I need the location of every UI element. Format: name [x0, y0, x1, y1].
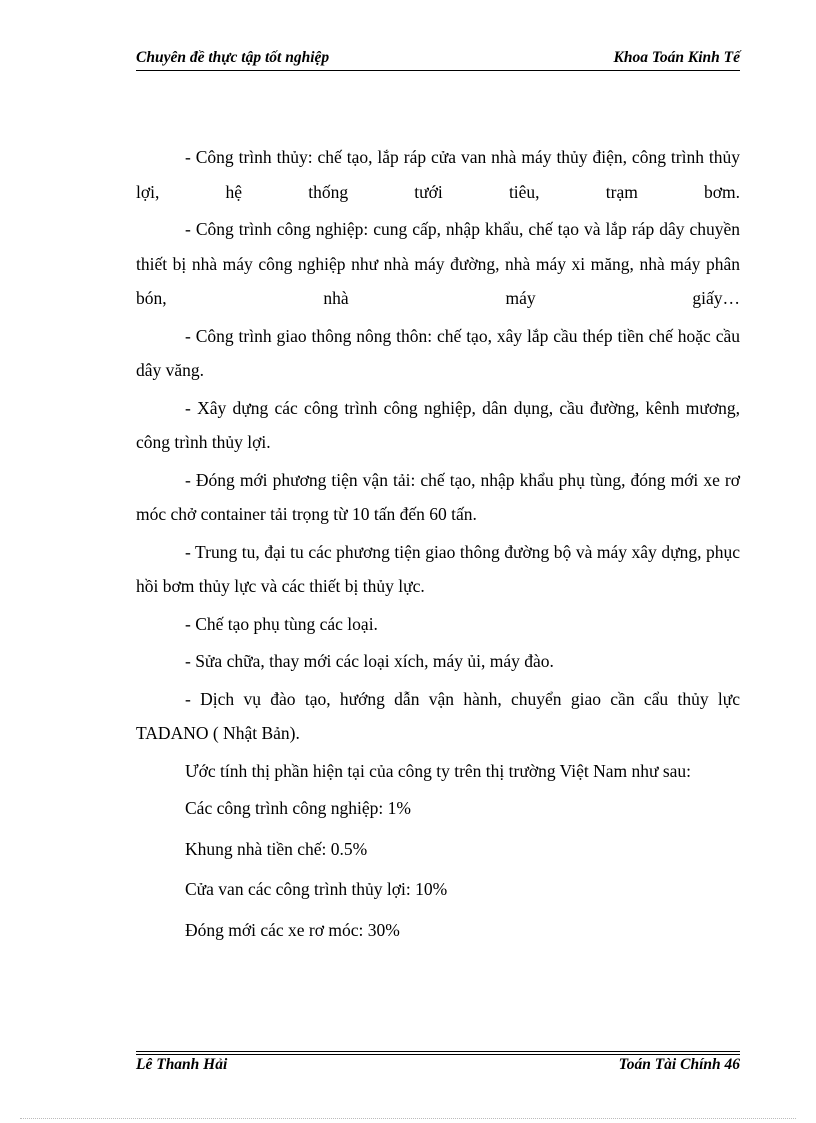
- header-left-title: Chuyên đề thực tập tốt nghiệp: [136, 49, 330, 66]
- document-body: [136, 140, 740, 953]
- paragraph-spare-parts: - Chế tạo phụ tùng các loại.: [185, 613, 378, 634]
- paragraph-market-share-intro: Ước tính thị phần hiện tại của công ty trên thị trường Việt Nam như sau:: [185, 760, 692, 781]
- paragraph-training: - Dịch vụ đào tạo, hướng dẫn vận hành, chuyển giao cần cẩu thủy lực TADANO ( Nhật Bản).: [136, 688, 740, 743]
- page-footer: [136, 1056, 740, 1078]
- footer-rule-lower: [136, 1054, 740, 1055]
- paragraph-hydraulic-works: - Công trình thủy: chế tạo, lắp ráp cửa van nhà máy thủy điện, công trình thủy lợi, hệ thống tưới tiêu, trạm bơm.: [136, 147, 740, 202]
- page-header: [136, 49, 740, 71]
- footer-class-page: Toán Tài Chính 46: [618, 1056, 740, 1073]
- paragraph-vehicles: - Đóng mới phương tiện vận tải: chế tạo, nhập khẩu phụ tùng, đóng mới xe rơ móc chở container tải trọng từ 10 tấn đến 60 tấn.: [136, 469, 740, 524]
- market-share-item: Cửa van các công trình thủy lợi: 10%: [185, 879, 448, 899]
- paragraph-rural-transport: - Công trình giao thông nông thôn: chế tạo, xây lắp cầu thép tiền chế hoặc cầu dây văng.: [136, 325, 740, 380]
- header-right-title: Khoa Toán Kinh Tế: [613, 49, 740, 66]
- paragraph-construction: - Xây dựng các công trình công nghiệp, dân dụng, cầu đường, kênh mương, công trình thủy lợi.: [136, 397, 740, 452]
- paragraph-overhaul: - Trung tu, đại tu các phương tiện giao thông đường bộ và máy xây dựng, phục hồi bơm thủy lực và các thiết bị thủy lực.: [136, 541, 740, 596]
- market-share-item: Khung nhà tiền chế: 0.5%: [185, 838, 368, 859]
- paragraph-industrial-works: - Công trình công nghiệp: cung cấp, nhập khẩu, chế tạo và lắp ráp dây chuyền thiết bị nhà máy công nghiệp như nhà máy đường, nhà máy xi măng, nhà máy phân bón, nhà máy giấy…: [136, 219, 740, 308]
- header-rule: [136, 70, 740, 71]
- paragraph-repair: - Sửa chữa, thay mới các loại xích, máy ủi, máy đào.: [185, 651, 554, 671]
- page-edge-divider: [20, 1118, 796, 1119]
- footer-author: Lê Thanh Hải: [136, 1056, 228, 1073]
- market-share-item: Đóng mới các xe rơ móc: 30%: [185, 919, 400, 940]
- market-share-item: Các công trình công nghiệp: 1%: [185, 798, 411, 818]
- footer-rule-upper: [136, 1051, 740, 1052]
